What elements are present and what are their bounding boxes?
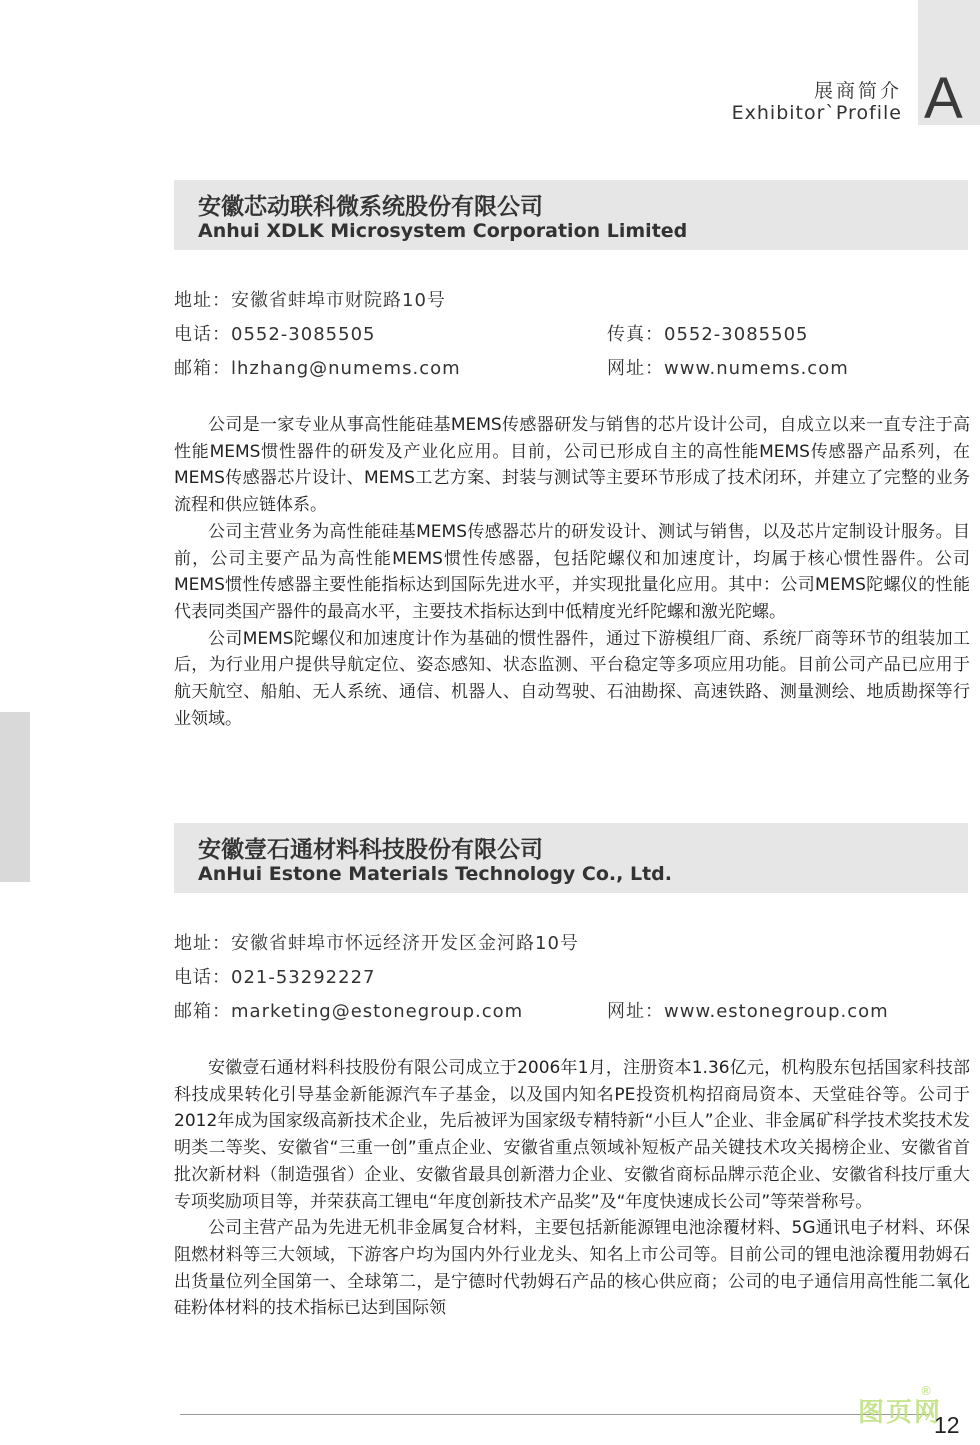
description-paragraph: 公司主营业务为高性能硅基MEMS传感器芯片的研发设计、测试与销售，以及芯片定制设计服务。目前，公司主要产品为高性能MEMS惯性传感器，包括陀螺仪和加速度计，均属于核心惯性器件。公司MEMS惯性传感器主要性能指标达到国际先进水平，并实现批量化应用。其中：公司MEMS陀螺仪的性能代表同类国产器件的最高水平，主要技术指标达到中低精度光纤陀螺和激光陀螺。 — [174, 521, 970, 622]
fax-value: 0552-3085505 — [664, 324, 809, 345]
email-label: 邮箱： — [174, 1001, 231, 1022]
website-label: 网址： — [607, 1001, 664, 1022]
company-name-cn: 安徽壹石通材料科技股份有限公司 — [198, 837, 543, 863]
email-web-row — [174, 997, 964, 1023]
header-title-en: Exhibitor`Profile — [731, 102, 902, 124]
address-value: 安徽省蚌埠市怀远经济开发区金河路10号 — [231, 933, 579, 954]
description-paragraph: 公司主营产品为先进无机非金属复合材料，主要包括新能源锂电池涂覆材料、5G通讯电子材料、环保阻燃材料等三大领域，下游客户均为国内外行业龙头、知名上市公司等。目前公司的锂电池涂覆用勃姆石出货量位列全国第一、全球第二，是宁德时代勃姆石产品的核心供应商；公司的电子通信用高性能二氧化硅粉体材料的技术指标已达到国际领 — [174, 1218, 970, 1319]
phone-row — [174, 963, 964, 989]
email-web-row — [174, 354, 964, 380]
address-label: 地址： — [174, 933, 231, 954]
side-decoration-bar — [0, 712, 30, 882]
description-paragraph: 公司MEMS陀螺仪和加速度计作为基础的惯性器件，通过下游模组厂商、系统厂商等环节的组装加工后，为行业用户提供导航定位、姿态感知、状态监测、平台稳定等多项应用功能。目前公司产品已应用于航天航空、船舶、无人系统、通信、机器人、自动驾驶、石油勘探、高速铁路、测量测绘、地质勘探等行业领域。 — [174, 628, 970, 729]
email-value[interactable]: lhzhang@numems.com — [231, 358, 461, 379]
address-row — [174, 929, 964, 955]
description-paragraph: 安徽壹石通材料科技股份有限公司成立于2006年1月，注册资本1.36亿元，机构股东包括国家科技部科技成果转化引导基金新能源汽车子基金，以及国内知名PE投资机构招商局资本、天堂硅谷等。公司于2012年成为国家级高新技术企业，先后被评为国家级专精特新“小巨人”企业、非金属矿科学技术奖技术发明类二等奖、安徽省“三重一创”重点企业、安徽省重点领域补短板产品关键技术攻关揭榜企业、安徽省首批次新材料（制造强省）企业、安徽省最具创新潜力企业、安徽省商标品牌示范企业、安徽省科技厅重大专项奖励项目等，并荣获高工锂电“年度创新技术产品奖”及“年度快速成长公司”等荣誉称号。 — [174, 1058, 970, 1212]
description-paragraph: 公司是一家专业从事高性能硅基MEMS传感器研发与销售的芯片设计公司，自成立以来一直专注于高性能MEMS惯性器件的研发及产业化应用。目前，公司已形成自主的高性能MEMS传感器产品系列，在MEMS传感器芯片设计、MEMS工艺方案、封装与测试等主要环节形成了技术闭环，并建立了完整的业务流程和供应链体系。 — [174, 415, 970, 516]
fax-label: 传真： — [607, 324, 664, 345]
website-label: 网址： — [607, 358, 664, 379]
address-value: 安徽省蚌埠市财院路10号 — [231, 290, 446, 311]
company-description — [174, 412, 970, 732]
company-banner — [174, 823, 968, 893]
watermark: 图页网 — [858, 1398, 943, 1428]
phone-label: 电话： — [174, 324, 231, 345]
header-title-cn: 展商简介 — [813, 80, 902, 102]
company-name-cn: 安徽芯动联科微系统股份有限公司 — [198, 194, 543, 220]
section-letter: A — [924, 66, 963, 131]
footer-divider — [180, 1414, 930, 1415]
phone-label: 电话： — [174, 967, 231, 988]
address-label: 地址： — [174, 290, 231, 311]
company-description — [174, 1055, 970, 1322]
website-value[interactable]: www.estonegroup.com — [664, 1001, 889, 1022]
address-row — [174, 286, 964, 312]
page-number: 12 — [934, 1412, 960, 1438]
phone-fax-row — [174, 320, 964, 346]
company-banner — [174, 180, 968, 250]
phone-value: 021-53292227 — [231, 967, 376, 988]
watermark-registered-mark: ® — [920, 1384, 932, 1398]
email-label: 邮箱： — [174, 358, 231, 379]
company-name-en: AnHui Estone Materials Technology Co., Ltd. — [198, 863, 672, 885]
company-name-en: Anhui XDLK Microsystem Corporation Limited — [198, 220, 688, 242]
website-value[interactable]: www.numems.com — [664, 358, 849, 379]
email-value[interactable]: marketing@estonegroup.com — [231, 1001, 524, 1022]
phone-value: 0552-3085505 — [231, 324, 376, 345]
